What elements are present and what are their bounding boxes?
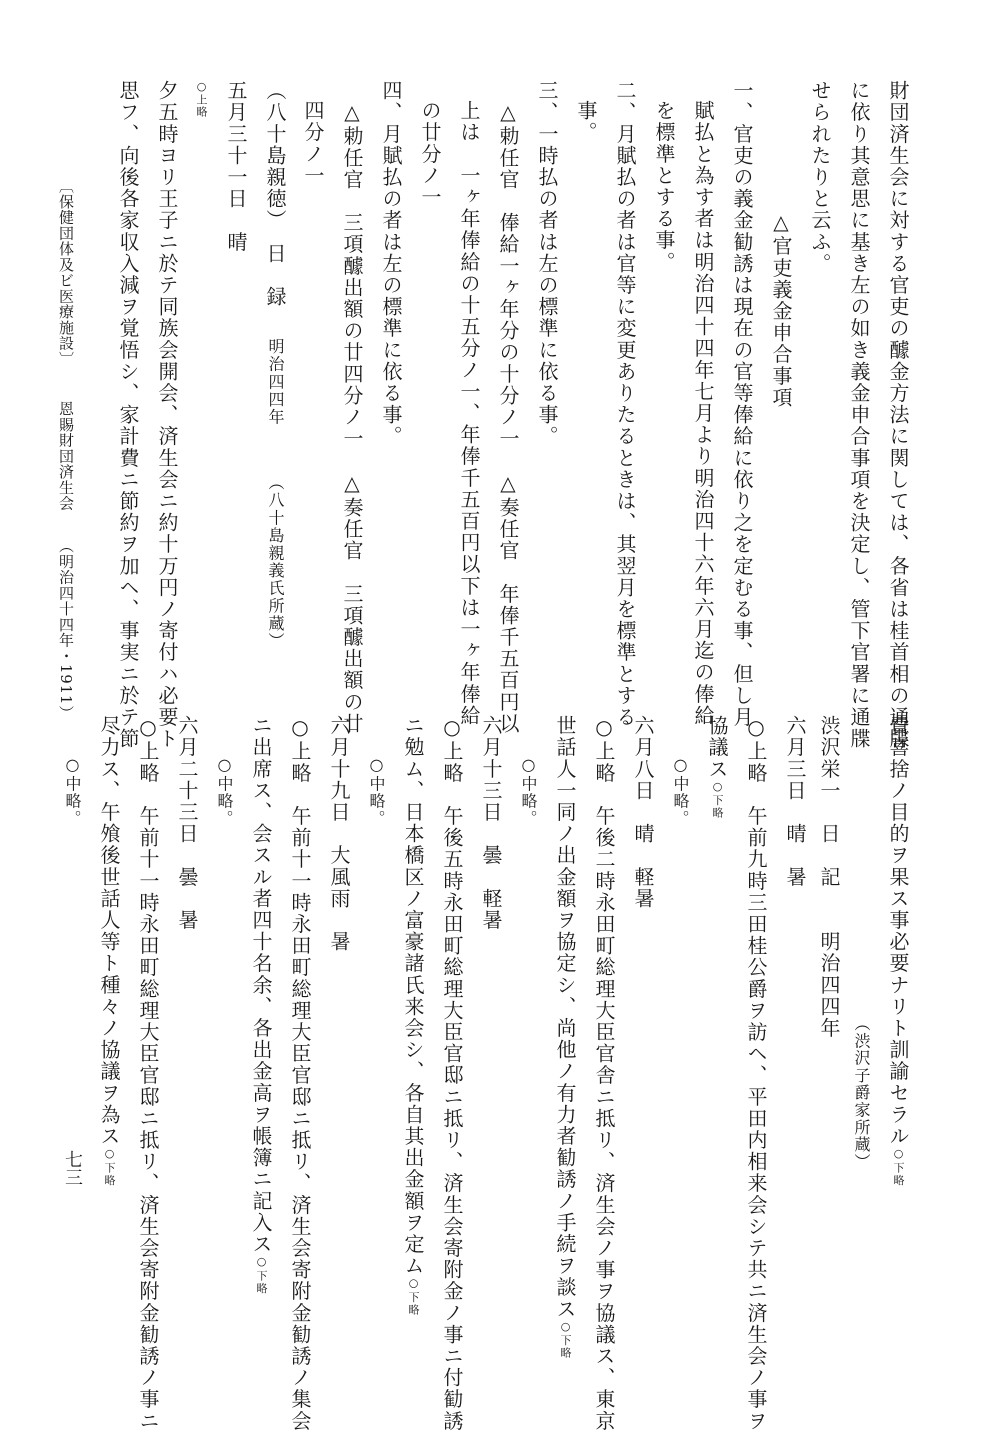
omission-mark: ○中略。 xyxy=(519,755,538,828)
diary-year: 明治四四年 xyxy=(266,337,285,426)
bottom-line: 六月十三日 曇 軽暑 xyxy=(479,715,503,931)
bottom-line: ○上略 午後五時永田町総理大臣官邸ニ抵リ、済生会寄附金ノ事ニ付勧誘 xyxy=(440,715,464,1432)
omission-mark: ○中略。 xyxy=(671,755,690,828)
item-line: 賦払と為す者は明治四十四年七月より明治四十六年六月迄の俸給 xyxy=(691,100,715,727)
item-line: の廿分ノ一 xyxy=(418,100,442,208)
bottom-line: ○上略 午前十一時永田町総理大臣官邸ニ抵リ、済生会寄附金勧誘ノ集会 xyxy=(288,715,312,1432)
bottom-line xyxy=(251,715,271,1432)
item-line: 一、官吏の義金勧誘は現在の官等俸給に依り之を定むる事、但し月 xyxy=(730,80,754,728)
line-note: ○下略 xyxy=(711,779,724,820)
omission-mark: ○中略。 xyxy=(367,755,386,828)
diary-title: 渋沢栄一 日 記 明治四四年 xyxy=(817,715,841,1039)
line-note: ○下略 xyxy=(559,1319,572,1360)
section-heading: △官吏義金申合事項 xyxy=(769,210,793,409)
item-line: 三、一時払の者は左の標準に依る事。 xyxy=(535,80,559,448)
item-line: 四分ノ一 xyxy=(301,100,325,187)
footer-org: 恩賜財団済生会 xyxy=(57,400,75,511)
source-attribution: （渋沢子爵家所蔵） xyxy=(852,1015,871,1171)
bottom-text xyxy=(45,715,908,1432)
diary-title: （八十島親徳） 日 録 xyxy=(263,80,287,308)
bottom-line: ○上略 午前九時三田桂公爵ヲ訪ヘ、平田内相来会シテ共ニ済生会ノ事ヲ xyxy=(744,715,768,1432)
item-line: 上は 一ヶ年俸給の十五分ノ一、年俸千五百円以下は一ヶ年俸給 xyxy=(457,100,481,727)
line-note: ○下略 xyxy=(407,1276,420,1317)
top-main-text xyxy=(284,80,908,750)
line-text: 尽力ス、午飧後世話人等ト種々ノ協議ヲ為ス xyxy=(97,715,121,1147)
line-text: 協議ス xyxy=(705,715,729,780)
diary-line: 夕五時ヨリ王子ニ於テ同族会開会、済生会ニ約十万円ノ寄付ハ必要ト xyxy=(155,80,179,750)
page-number: 七三 xyxy=(62,1150,83,1186)
line-note: ○下略 xyxy=(255,1255,268,1295)
line-text: 世話人一同ノ出金額ヲ協定シ、尚他ノ有力者勧誘ノ手続ヲ談ス xyxy=(553,715,577,1320)
bottom-line: 六月三日 晴 暑 xyxy=(783,715,807,888)
item-line: △勅任官 俸給一ヶ年分の十分ノ一 △奏任官 年俸千五百円以 xyxy=(496,100,520,735)
bottom-line xyxy=(99,715,119,1432)
running-footer xyxy=(58,178,73,721)
bottom-line xyxy=(707,715,727,1432)
omission-mark: ○中略。 xyxy=(215,755,234,828)
item-line: 二、月賦払の者は官等に変更ありたるときは、其翌月を標準とする xyxy=(613,80,637,728)
footer-era: （明治四十四年・1911） xyxy=(57,538,75,722)
line-text: ニ出席ス、会スル者四十名余、各出金高ヲ帳簿ニ記入ス xyxy=(249,715,273,1255)
bottom-line xyxy=(555,715,575,1432)
bottom-line xyxy=(403,715,423,1432)
diary-line: 五月三十一日 晴 xyxy=(224,80,248,253)
bottom-line: ○上略 午後二時永田町総理大臣官舎ニ抵リ、済生会ノ事ヲ協議ス、東京 xyxy=(592,715,616,1432)
item-line: 事。 xyxy=(574,100,598,144)
line-note: ○下略 xyxy=(103,1147,116,1187)
bottom-line xyxy=(888,715,908,1432)
yasoshima-diary xyxy=(99,80,285,750)
bottom-line: ○上略 午前十一時永田町総理大臣官邸ニ抵リ、済生会寄附金勧誘ノ事ニ xyxy=(136,715,160,1432)
line-note: ○下略 xyxy=(892,1147,905,1187)
intro-line: 財団済生会に対する官吏の醵金方法に関しては、各省は桂首相の通牒 xyxy=(886,80,910,750)
item-line: を標準とする事。 xyxy=(652,100,676,273)
intro-line: に依り其意思に基き左の如き義金申合事項を決定し、管下官署に通牒 xyxy=(847,80,871,750)
diary-line: 思フ、向後各家収入減ヲ覚悟シ、家計費ニ節約ヲ加ヘ、事実ニ於テ節 xyxy=(116,80,140,750)
bottom-line: 六月十九日 大風雨 暑 xyxy=(327,715,351,953)
footer-section: 〔保健団体及ビ医療施設〕 xyxy=(57,178,75,367)
item-line: 四、月賦払の者は左の標準に依る事。 xyxy=(379,80,403,448)
line-text: ニ勉ム、日本橋区ノ富豪諸氏来会シ、各自其出金額ヲ定ム xyxy=(401,715,425,1277)
line-text: 費喜捨ノ目的ヲ果ス事必要ナリト訓諭セラル xyxy=(886,715,910,1147)
bottom-line: 六月八日 晴 軽暑 xyxy=(631,715,655,910)
item-line: △勅任官 三項醵出額の廿四分ノ一 △奏任官 三項醵出額の廿 xyxy=(340,100,364,735)
bottom-line: 六月二十三日 曇 暑 xyxy=(175,715,199,931)
intro-line: せられたりと云ふ。 xyxy=(808,80,832,275)
diary-header xyxy=(265,80,285,750)
omission-mark: ○中略。 xyxy=(63,755,82,828)
diary-source: （八十島親義氏所蔵） xyxy=(266,473,285,650)
diary-line: ○上略 xyxy=(195,80,208,118)
